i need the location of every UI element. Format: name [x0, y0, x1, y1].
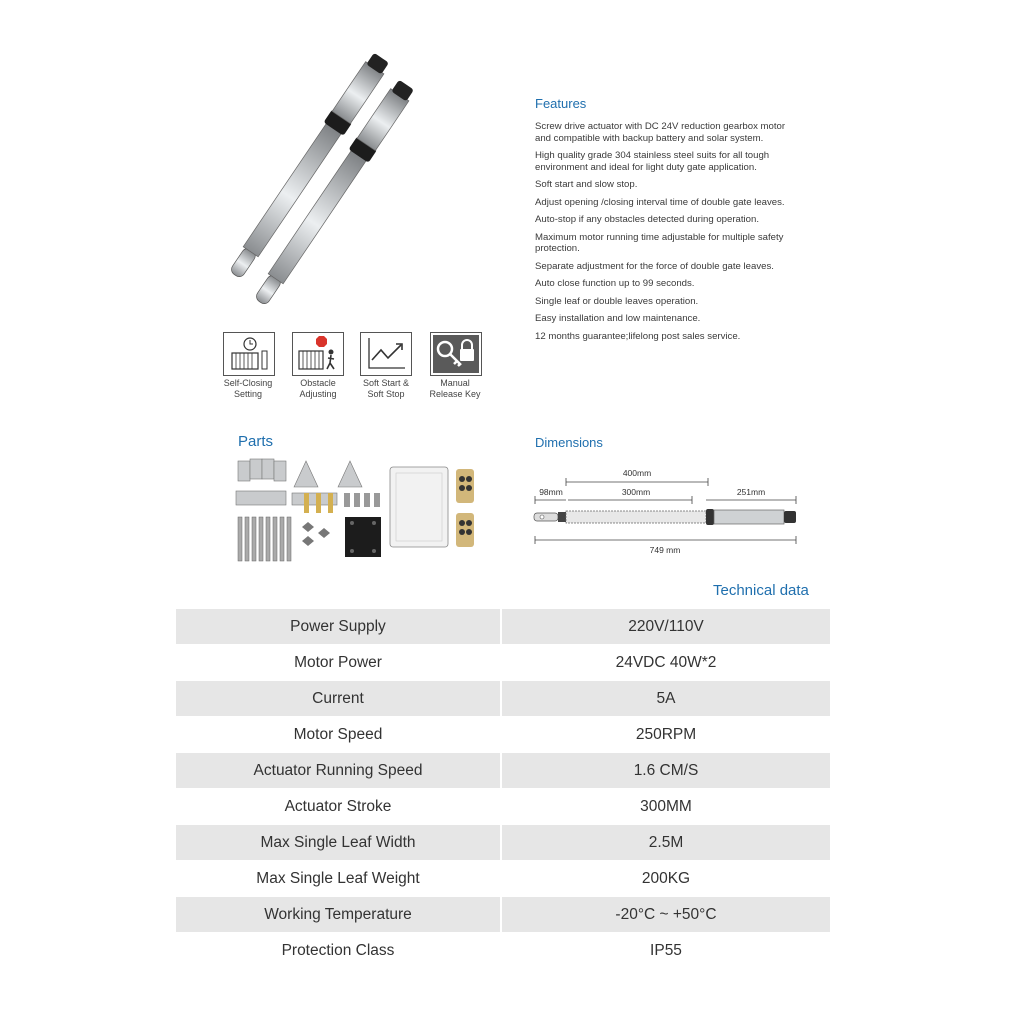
spec-value: 1.6 CM/S [501, 753, 830, 789]
spec-value: IP55 [650, 941, 682, 959]
spec-label: Protection Class [176, 933, 501, 969]
feature-item: Screw drive actuator with DC 24V reduction gearbox motor and compatible with backup battery and solar system. [535, 121, 786, 144]
dimension-drawing [530, 462, 800, 557]
dim-overall: 749 mm [649, 545, 681, 555]
actuator-product-image [215, 50, 495, 315]
spec-value: -20°C ~ +50°C [501, 897, 830, 933]
table-row [176, 861, 830, 897]
parts-heading: Parts [238, 433, 274, 450]
table-row [176, 681, 830, 717]
stop-sign-icon [292, 332, 344, 376]
rising-graph-icon [360, 332, 412, 376]
feature-item: Auto-stop if any obstacles detected during operation. [535, 214, 759, 225]
spec-label: Power Supply [176, 609, 501, 645]
table-row [176, 933, 830, 969]
spec-value: 220V/110V [501, 609, 830, 645]
dim-total-top: 400mm [622, 468, 652, 478]
table-row [176, 753, 830, 789]
feature-item: Adjust opening /closing interval time of double gate leaves. [535, 196, 785, 208]
spec-label: Max Single Leaf Width [176, 825, 501, 861]
key-lock-icon [430, 332, 482, 376]
feature-item: Single leaf or double leaves operation. [535, 295, 699, 307]
table-row [176, 789, 830, 825]
spec-label: Current [176, 681, 501, 717]
features-heading: Features [535, 96, 587, 111]
spec-value: 24VDC 40W*2 [615, 653, 717, 671]
feature-item: Soft start and slow stop. [535, 179, 638, 190]
feature-item: Easy installation and low maintenance. [535, 313, 701, 324]
parts-image [234, 457, 479, 565]
icon-caption: Self-Closing Setting [223, 378, 273, 399]
technical-data-table [176, 609, 830, 969]
spec-label: Motor Power [176, 645, 501, 681]
feature-item: Maximum motor running time adjustable for multiple safety protection. [535, 231, 784, 254]
clock-gate-icon [223, 332, 275, 376]
spec-label: Actuator Running Speed [176, 753, 501, 789]
dim-right-seg: 251mm [736, 487, 766, 497]
icon-caption: Obstacle Adjusting [299, 378, 337, 399]
feature-item: Separate adjustment for the force of double gate leaves. [535, 260, 774, 272]
spec-value: 200KG [641, 869, 691, 887]
feature-item: 12 months guarantee;lifelong post sales service. [535, 330, 741, 342]
spec-value: 250RPM [635, 725, 697, 743]
spec-label: Actuator Stroke [176, 789, 501, 825]
spec-value: 2.5M [501, 825, 830, 861]
table-row [176, 897, 830, 933]
dimensions-heading: Dimensions [535, 435, 603, 450]
dim-left-seg: 98mm [539, 487, 563, 497]
icon-caption: Manual Release Key [429, 378, 481, 399]
spec-label: Working Temperature [176, 897, 501, 933]
spec-label: Max Single Leaf Weight [176, 861, 501, 897]
spec-value: 300MM [640, 797, 692, 815]
feature-item: Auto close function up to 99 seconds. [535, 278, 695, 289]
table-row [176, 825, 830, 861]
table-row [176, 645, 830, 681]
dim-stroke: 300mm [621, 487, 651, 497]
spec-value: 5A [501, 681, 830, 717]
icon-caption: Soft Start & Soft Stop [362, 378, 410, 399]
features-list [535, 121, 795, 348]
table-row [176, 717, 830, 753]
table-row [176, 609, 830, 645]
feature-item: High quality grade 304 stainless steel suits for all tough environment and ideal for light duty gate application. [535, 150, 770, 173]
spec-label: Motor Speed [176, 717, 501, 753]
technical-data-heading: Technical data [713, 582, 809, 599]
